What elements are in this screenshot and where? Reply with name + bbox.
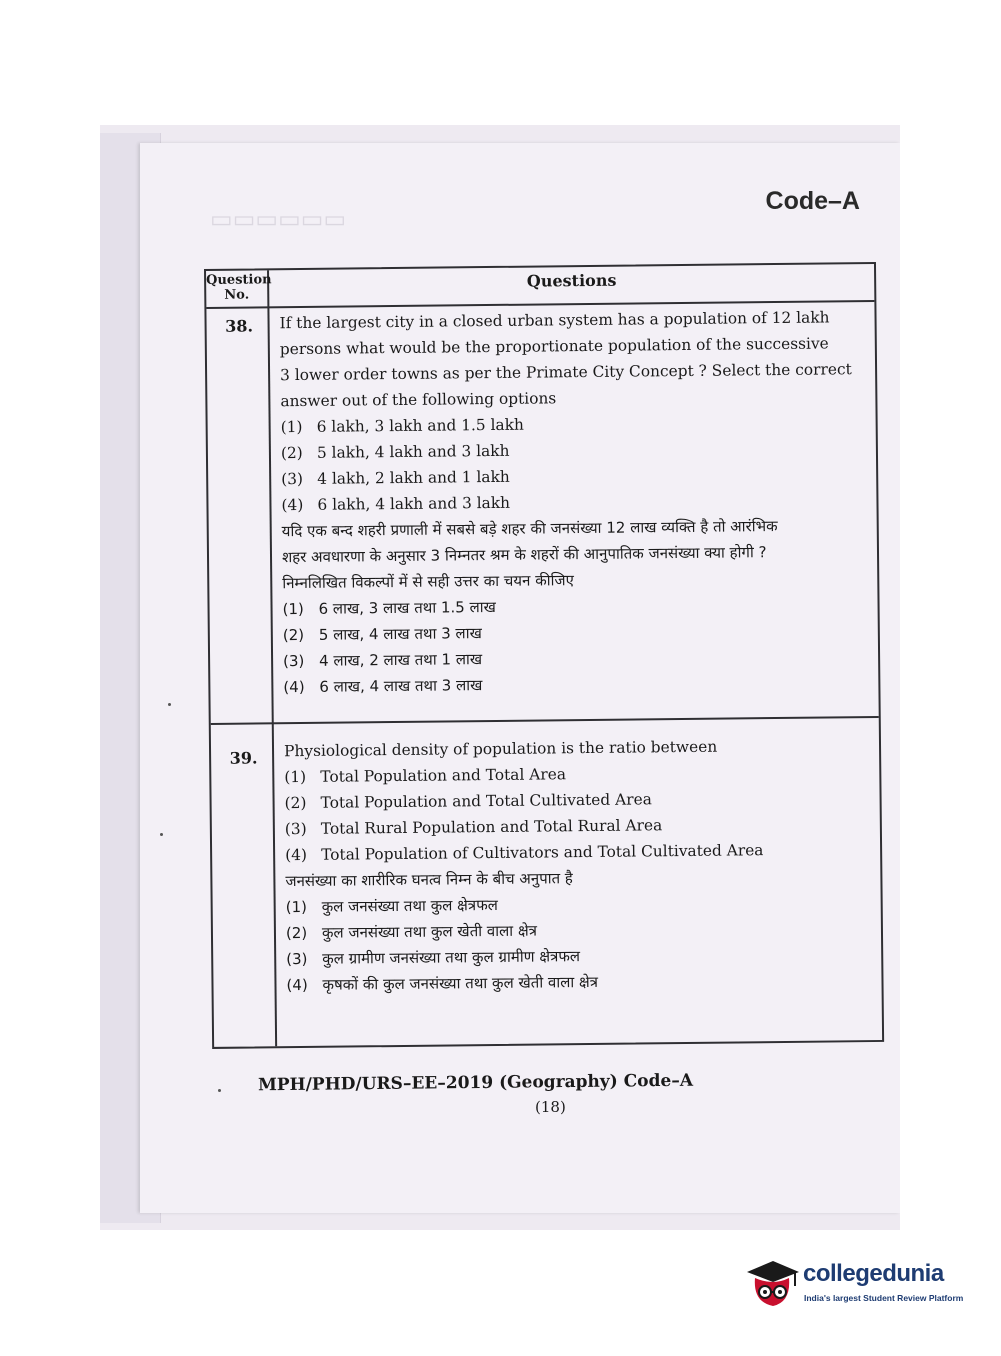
logo-tagline: India's largest Student Review Platform xyxy=(804,1293,964,1303)
logo-wordmark: collegedunia xyxy=(803,1260,944,1287)
graduate-mascot-icon xyxy=(743,1256,801,1314)
answer-option-hindi: (4) कृषकों की कुल जनसंख्या तथा कुल खेती वाला क्षेत्र xyxy=(286,972,599,995)
question-text-hindi-line: जनसंख्या का शारीरिक घनत्व निम्न के बीच अनुपात है xyxy=(285,869,573,891)
collegedunia-logo[interactable] xyxy=(743,1256,973,1316)
answer-option-hindi: (2) कुल जनसंख्या तथा कुल खेती वाला क्षेत्र xyxy=(285,921,538,943)
answer-option: (2) Total Population and Total Cultivated Area xyxy=(284,790,652,813)
answer-option: (2) 5 lakh, 4 lakh and 3 lakh xyxy=(280,441,510,463)
scan-speck xyxy=(168,703,171,706)
question-row-divider xyxy=(211,716,879,725)
paper-code-label: Code–A xyxy=(765,187,860,215)
question-number: 39. xyxy=(229,748,258,768)
answer-option: (4) 6 lakh, 4 lakh and 3 lakh xyxy=(281,493,511,515)
answer-option-hindi: (1) कुल जनसंख्या तथा कुल क्षेत्रफल xyxy=(285,895,498,917)
question-38-body xyxy=(279,304,870,700)
scanned-page xyxy=(100,125,900,1230)
question-text-line: If the largest city in a closed urban system has a population of 12 lakh xyxy=(279,308,830,333)
answer-option: (1) 6 lakh, 3 lakh and 1.5 lakh xyxy=(280,415,525,437)
bleed-through-mark: ▭▭▭▭▭▭ xyxy=(210,206,347,233)
header-question-no: Question No. xyxy=(206,272,272,303)
answer-option: (4) Total Population of Cultivators and Total Cultivated Area xyxy=(285,841,764,865)
answer-option-hindi: (2) 5 लाख, 4 लाख तथा 3 लाख xyxy=(282,624,482,645)
questions-table xyxy=(204,262,884,1049)
question-number: 38. xyxy=(225,316,254,336)
answer-option: (3) 4 lakh, 2 lakh and 1 lakh xyxy=(281,467,510,489)
answer-option-hindi: (3) कुल ग्रामीण जनसंख्या तथा कुल ग्रामीण क्षेत्रफल xyxy=(286,947,581,969)
question-text-hindi-line: निम्नलिखित विकल्पों में से सही उत्तर का चयन कीजिए xyxy=(282,571,574,593)
answer-option: (1) Total Population and Total Area xyxy=(284,765,567,787)
answer-option-hindi: (4) 6 लाख, 4 लाख तथा 3 लाख xyxy=(283,676,483,697)
scan-speck xyxy=(218,1089,221,1092)
paper-footer-code: MPH/PHD/URS–EE–2019 (Geography) Code–A xyxy=(257,1070,694,1096)
question-text-line: answer out of the following options xyxy=(280,389,557,411)
answer-option: (3) Total Rural Population and Total Rural Area xyxy=(284,816,663,839)
page-number: (18) xyxy=(535,1098,566,1116)
question-text-line: Physiological density of population is the ratio between xyxy=(283,737,718,761)
column-divider xyxy=(267,270,277,1046)
question-39-body xyxy=(284,732,874,998)
answer-option-hindi: (1) 6 लाख, 3 लाख तथा 1.5 लाख xyxy=(282,597,496,619)
question-text-line: 3 lower order towns as per the Primate City Concept ? Select the correct xyxy=(280,360,852,385)
question-text-hindi-line: यदि एक बन्द शहरी प्रणाली में सबसे बड़े शहर की जनसंख्या 12 लाख व्यक्ति है तो आरंभिक xyxy=(281,517,778,541)
question-text-line: persons what would be the proportionate population of the successive xyxy=(279,334,829,359)
answer-option-hindi: (3) 4 लाख, 2 लाख तथा 1 लाख xyxy=(283,650,483,671)
exam-sheet xyxy=(140,143,900,1213)
scan-speck xyxy=(160,833,163,836)
header-questions: Questions xyxy=(526,270,617,291)
question-text-hindi-line: शहर अवधारणा के अनुसार 3 निम्नतर श्रम के शहरों की आनुपातिक जनसंख्या क्या होगी ? xyxy=(281,543,767,567)
